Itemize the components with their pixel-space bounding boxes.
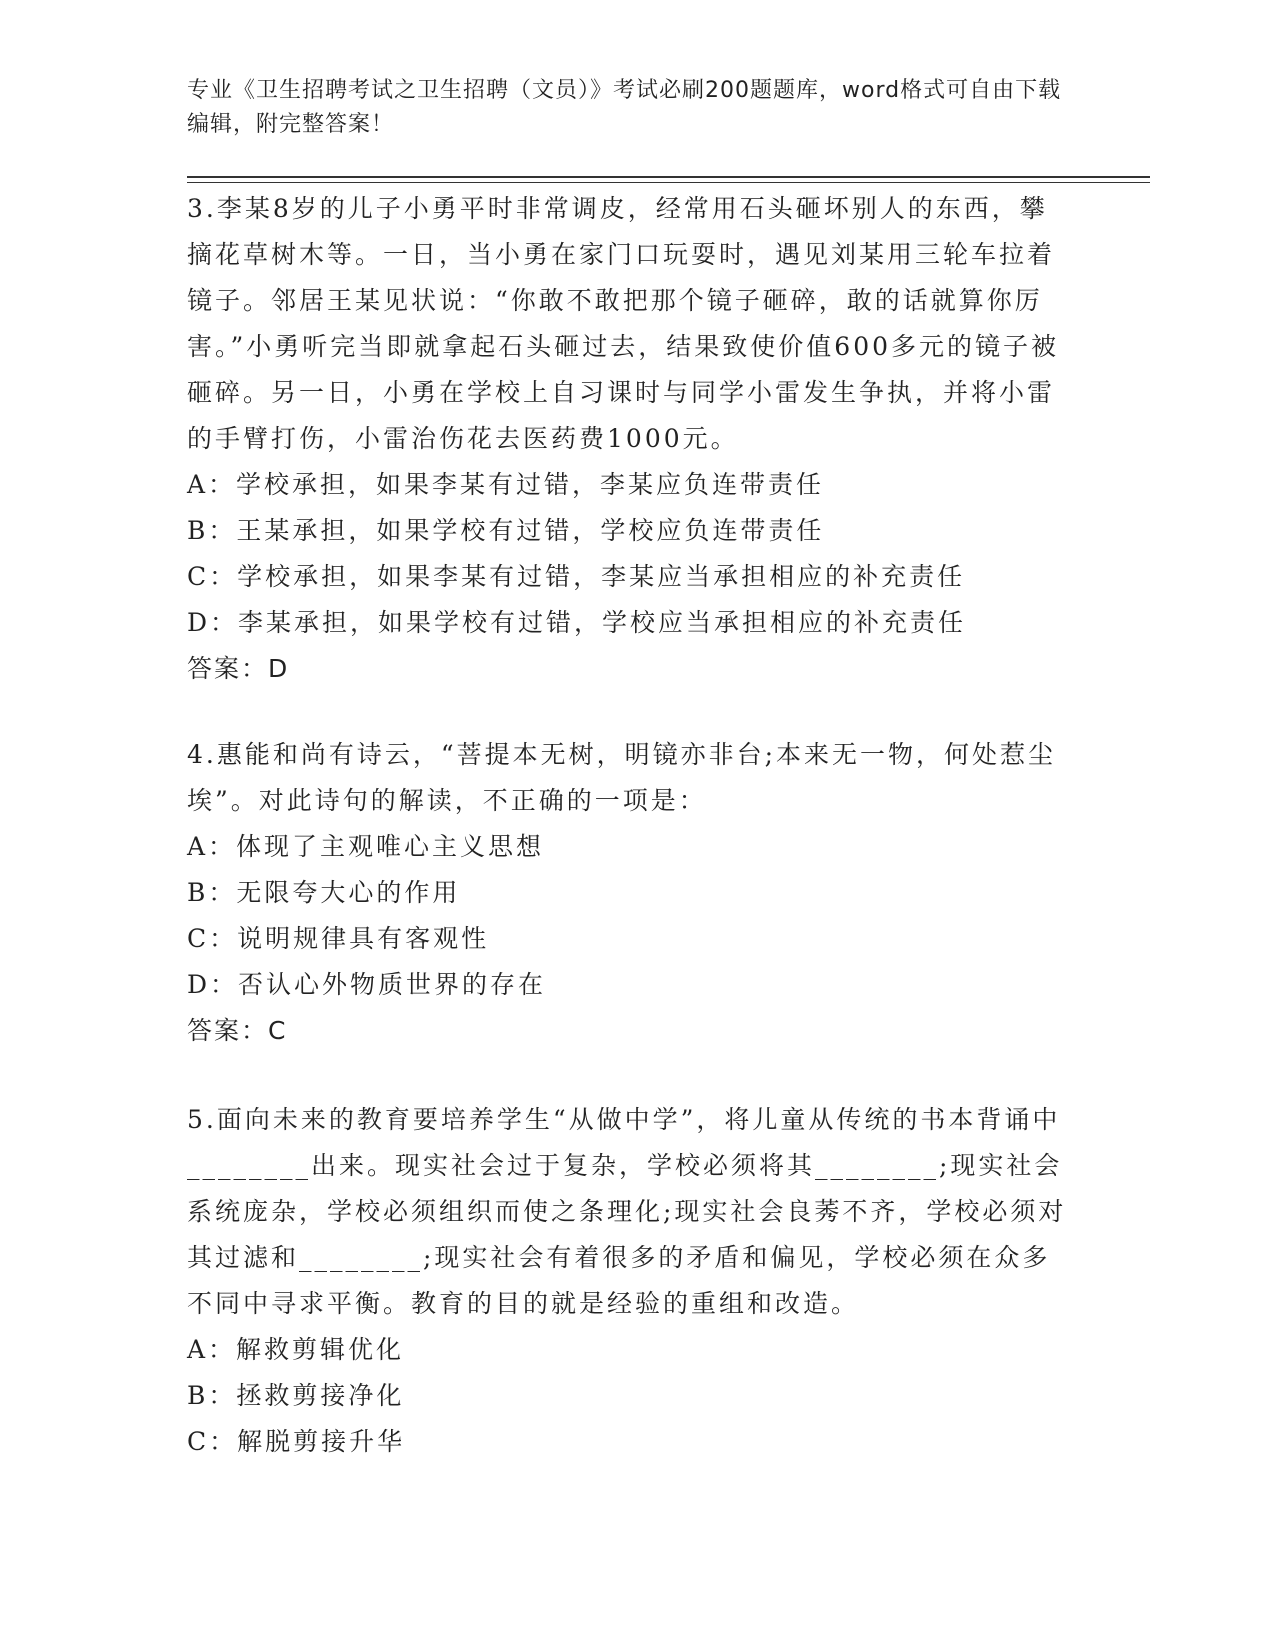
option-d: D：否认心外物质世界的存在: [187, 970, 547, 999]
question-stem: 5.面向未来的教育要培养学生“从做中学”，将儿童从传统的书本背诵中________出来。现实社会过于复杂，学校必须将其________;现实社会系统庞杂，学校必须组织而使之条理化;现实社会良莠不齐，学校必须对其过滤和________;现实社会有着很多的矛盾和偏见，学校必须在众多不同中寻求平衡。教育的目的就是经验的重组和改造。: [187, 1105, 1067, 1318]
header-rule-thin: [187, 182, 1150, 183]
option-b: B：王某承担，如果学校有过错，学校应负连带责任: [187, 516, 825, 545]
answer-label: 答案：C: [187, 1016, 288, 1045]
question-3: [187, 186, 1067, 692]
question-stem: 4.惠能和尚有诗云，“菩提本无树，明镜亦非台;本来无一物，何处惹尘埃”。对此诗句的解读，不正确的一项是：: [187, 740, 1057, 815]
option-a: A：解救剪辑优化: [187, 1335, 405, 1364]
option-d: D：李某承担，如果学校有过错，学校应当承担相应的补充责任: [187, 608, 967, 637]
option-c: C：说明规律具有客观性: [187, 924, 490, 953]
option-a: A：体现了主观唯心主义思想: [187, 832, 545, 861]
option-c: C：解脱剪接升华: [187, 1427, 406, 1456]
option-b: B：无限夸大心的作用: [187, 878, 461, 907]
option-b: B：拯救剪接净化: [187, 1381, 405, 1410]
question-4: [187, 732, 1067, 1054]
header-rule-thick: [187, 176, 1150, 178]
document-header: 专业《卫生招聘考试之卫生招聘（文员）》考试必刷200题题库，word格式可自由下载编辑，附完整答案！: [187, 78, 1062, 137]
option-c: C：学校承担，如果李某有过错，李某应当承担相应的补充责任: [187, 562, 966, 591]
answer-label: 答案：D: [187, 654, 290, 683]
question-stem: 3.李某8岁的儿子小勇平时非常调皮，经常用石头砸坏别人的东西，攀摘花草树木等。一日，当小勇在家门口玩耍时，遇见刘某用三轮车拉着镜子。邻居王某见状说：“你敢不敢把那个镜子砸碎，敢的话就算你厉害。”小勇听完当即就拿起石头砸过去，结果致使价值600多元的镜子被砸碎。另一日，小勇在学校上自习课时与同学小雷发生争执，并将小雷的手臂打伤，小雷治伤花去医药费1000元。: [187, 194, 1060, 453]
question-5: [187, 1097, 1067, 1465]
option-a: A：学校承担，如果李某有过错，李某应负连带责任: [187, 470, 825, 499]
